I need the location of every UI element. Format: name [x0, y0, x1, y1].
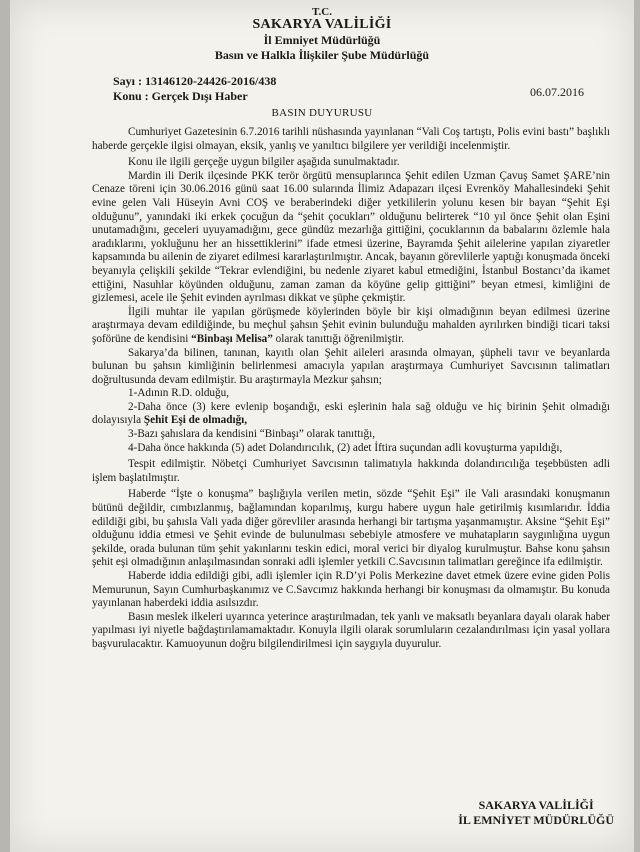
header-tc: T.C. [312, 6, 332, 18]
paragraph-text: İlgili muhtar ile yapılan görüşmede köylerinden böyle bir kişi olmadığının beyan edilmesi üzerine araştırmaya devam edildiğinde, bu meçhul şahsın Şehit evinin bulunduğu mahalden ayrılırken bindiği ticari taksi şoförüne de kendisini [92, 305, 610, 345]
paragraph: Konu ile ilgili gerçeğe uygun bilgiler aşağıda sunulmaktadır. [128, 156, 400, 169]
paragraph: Mardin ili Derik ilçesinde PKK terör örgütü mensuplarınca Şehit edilen Uzman Çavuş Samet ŞARE’nin Cenaze töreni için 30.06.2016 günü saat 16.00 sularında İlimiz Adapazarı ilçesi Evrenköy Mahallesindeki Şehit evine gelen Vali Hüseyin Avni COŞ ve beraberindeki diğer yetkililerin yolunu kesen bir bayan “Şehit Eşi olduğunu”, yanındaki iki erkek çocuğun da “şehit çocukları” olduğunu belirterek “10 yıl önce Şehit olan Eşini unutamadığını, geceleri uyuyamadığını, gece gündüz mezarlığa gittiğini, çocuklarının da babalarını özlemle hala aradıklarını, yokluğunu her an hissettiklerini” ifade etmesi üzerine, Bayramda Şehit ailelerine yapılan ziyaretler kapsamında bu ailenin de ziyaret edilmesi kararlaştırılmıştır. Ancak, bayanın görevlilerle yaptığı konuşmada önceki beyanıyla çelişkili şekilde “Tekrar evlendiğini, bu nedenle ziyaret kabul etmediğini, İstanbul Bostancı’da ikamet ettiğini, Nasuhlar köyünden olduğunu, zaman zaman da köyüne gelip gittiğini” beyan etmesi, kimliğini de gizlemesi, acele ile Şehit evinden ayrılması dikkat ve şüphe çekmiştir. [92, 169, 610, 305]
document-body [92, 126, 610, 652]
document-number: Sayı : 13146120-24426-2016/438 [113, 74, 277, 88]
header-sube: Basın ve Halkla İlişkiler Şube Müdürlüğü [214, 48, 430, 62]
list-item: 1-Adının R.D. olduğu, [128, 387, 229, 400]
list-item [92, 401, 610, 428]
paragraph-text: olarak tanıttığı öğrenilmiştir. [272, 332, 404, 345]
document-page [10, 0, 634, 852]
signature-line-2: İL EMNİYET MÜDÜRLÜĞÜ [458, 813, 614, 827]
document-title: BASIN DUYURUSU [271, 107, 373, 119]
paragraph: Sakarya’da bilinen, tanınan, kayıtlı olan Şehit aileleri arasında olmayan, şüpheli tavır ve beyanlarda bulunan bu şahsın kimliğinin belirlenmesi amacıyla yapılan araştırmaya Cumhuriyet Savcısının talimatları doğrultusunda devam edilmiştir. Bu araştırmayla Mezkur şahsın; [92, 346, 610, 386]
bold-name: “Binbaşı Melisa” [191, 332, 273, 345]
list-text: 2-Daha önce (3) kere evlenip boşandığı, eski eşlerinin hala sağ olduğu ve hiç birinin Şehit olmadığı dolayısıyla [92, 400, 610, 427]
header-valilik: SAKARYA VALİLİĞİ [252, 17, 392, 32]
paragraph [92, 306, 610, 347]
document-subject: Konu : Gerçek Dışı Haber [113, 89, 248, 103]
signature-block [458, 798, 614, 828]
signature-line-1: SAKARYA VALİLİĞİ [478, 798, 594, 812]
paragraph: Haberde iddia edildiği gibi, adli işlemler için R.D’yi Polis Merkezine davet etmek üzere evine giden Polis Memurunun, Sayın Cumhurbaşkanımız ve C.Savcımız hakkında herhangi bir konuşması da olmamıştır. Bu konuda yayınlanan haberdeki iddia asılsızdır. [92, 570, 610, 610]
document-date: 06.07.2016 [530, 85, 584, 99]
paragraph: Cumhuriyet Gazetesinin 6.7.2016 tarihli nüshasında yayınlanan “Vali Coş tartıştı, Polis evini bastı” başlıklı haberde gerçekle ilgisi olmayan, eksik, yanlış ve yanıltıcı bilgilere yer verildiği incelenmiştir. [92, 126, 610, 152]
paragraph: Basın meslek ilkeleri uyarınca yeterince araştırılmadan, tek yanlı ve maksatlı beyanlara dayalı olarak haber yapılması iyi niyetle bağdaştırılamamaktadır. Konuyla ilgili olarak sorumluların cezalandırılması için yasal yollara başvurulacaktır. Kamuoyunun doğru bilgilendirilmesi için saygıyla duyurulur. [92, 610, 610, 650]
list-item: 4-Daha önce hakkında (5) adet Dolandırıcılık, (2) adet İftira suçundan adli kovuşturma yapıldığı, [128, 441, 563, 454]
list-item: 3-Bazı şahıslara da kendisini “Binbaşı” olarak tanıttığı, [128, 428, 375, 441]
paragraph: Haberde “İşte o konuşma” başlığıyla verilen metin, sözde “Şehit Eşi” ile Vali arasındaki konuşmanın bütünü değildir, cımbızlanmış, bağlamından koparılmış, kurgu habere uygun hale getirilmiş kısımlarıdır. İddia edildiği gibi, bu şahısla Vali yada diğer görevliler arasında herhangi bir tartışma yaşanmamıştır. Aksine “Şehit Eşi” olduğunu iddia etmesi ve Şehit evinde de bulunulması sebebiyle atmosfere ve muhatapların saygınlığına uygun şekilde, orada bulunan tüm şehit yakınlarını teskin edici, moral verici bir diyalog kurulmuştur. Bahse konu şahsın şehit eşi olmadığının anlaşılmasından sonraki adli işlemler yetkili C.Savcısının talimatları gereğince ifa edilmiştir. [92, 488, 610, 569]
paragraph: Tespit edilmiştir. Nöbetçi Cumhuriyet Savcısının talimatıyla hakkında dolandırıcılığa teşebbüsten adli işlem başlatılmıştır. [92, 458, 610, 484]
header-emniyet: İl Emniyet Müdürlüğü [263, 33, 381, 47]
bold-text: Şehit Eşi de olmadığı, [143, 414, 248, 427]
